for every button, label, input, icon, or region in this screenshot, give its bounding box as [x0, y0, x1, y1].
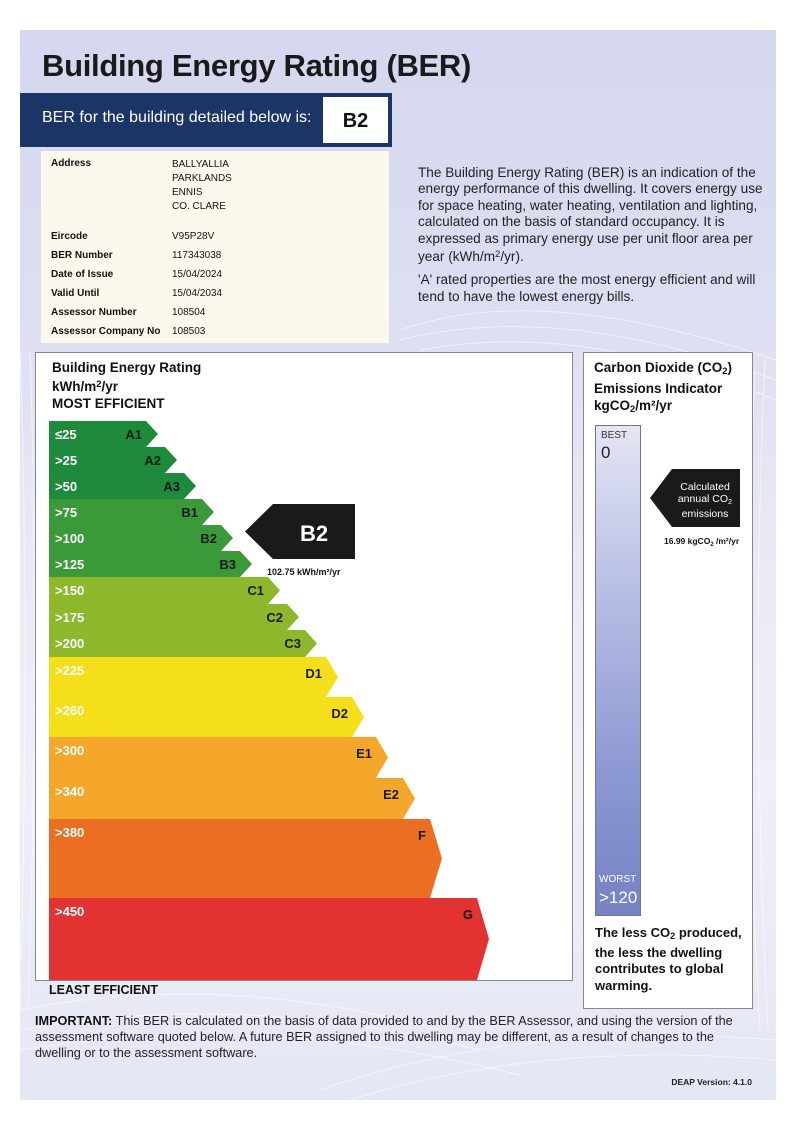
co2-value-text: 16.99 kgCO: [664, 536, 711, 546]
rating-band-range: >125: [55, 556, 85, 572]
rating-band-b1: [49, 499, 214, 525]
rating-band-grade: A3: [163, 478, 180, 494]
current-rating-grade: B2: [299, 521, 329, 546]
co2-unit-line: [594, 397, 732, 418]
co2-panel-title: [594, 359, 732, 418]
rating-band-shape: [49, 604, 299, 630]
rating-band-range: >260: [55, 703, 85, 718]
important-text: This BER is calculated on the basis of data provided to and by the BER Assessor, and using the version of the assessment software quoted below. A future BER assigned to this dwelling may be different, as a result of changes to the dwelling or to the assessment software.: [35, 1014, 733, 1060]
rating-band-shape: [49, 737, 388, 778]
rating-band-shape: [49, 819, 442, 898]
certificate-page: [20, 30, 776, 1100]
rating-band-grade: C1: [247, 583, 264, 598]
rating-band-fill: [49, 898, 489, 980]
rating-band-fill: [49, 737, 388, 778]
rating-band-d1: [49, 657, 338, 697]
rating-band-range: >150: [55, 583, 85, 598]
co2-unit-text: kgCO: [594, 398, 631, 413]
page-title: Building Energy Rating (BER): [42, 48, 472, 83]
rating-band-grade: D2: [331, 706, 348, 721]
description-text-end: /yr).: [500, 249, 524, 265]
rating-title-line: Building Energy Rating: [52, 360, 202, 375]
co2-best-label: BEST: [601, 430, 628, 441]
rating-band-grade: G: [462, 907, 473, 922]
rating-band-grade: E1: [356, 746, 372, 761]
rating-bands: [36, 353, 574, 982]
detail-label: Assessor Number: [51, 307, 137, 318]
rating-band-grade: A2: [144, 452, 161, 468]
detail-label: Valid Until: [51, 288, 100, 299]
co2-note-text: The less CO: [595, 925, 671, 940]
rating-band-range: >175: [55, 609, 85, 625]
rating-band-range: >75: [55, 504, 78, 520]
co2-worst-value: >120: [599, 888, 638, 907]
rating-unit-text-end: /yr: [101, 379, 119, 394]
rating-band-range: >380: [55, 825, 85, 840]
rating-band-grade: B1: [181, 504, 198, 520]
co2-value-sub: 2: [710, 542, 714, 548]
rating-band-grade: D1: [305, 666, 322, 681]
address-value: [172, 158, 372, 214]
co2-emissions-panel: [583, 352, 753, 1009]
rating-band-e1: [49, 737, 388, 778]
building-details-panel: [41, 151, 389, 343]
detail-label: Assessor Company No: [51, 326, 161, 337]
co2-title-text-end: ): [727, 360, 733, 375]
detail-label: Date of Issue: [51, 269, 114, 280]
co2-emissions-value: [664, 536, 739, 548]
rating-band-a1: [49, 421, 158, 447]
ber-banner: [20, 93, 392, 147]
rating-band-b2: [49, 525, 233, 551]
ber-description: [418, 165, 763, 312]
rating-band-shape: [49, 630, 317, 657]
co2-unit-text-end: /m²/yr: [635, 398, 673, 413]
rating-band-fill: [49, 819, 442, 898]
rating-band-fill: [49, 778, 415, 819]
rating-band-range: >450: [55, 904, 85, 919]
co2-unit-sub: 2: [630, 404, 636, 415]
co2-title-sub: 2: [722, 366, 728, 377]
rating-band-a2: [49, 447, 177, 473]
description-paragraph-2: 'A' rated properties are the most energy efficient and will tend to have the lowest energy bills.: [418, 272, 756, 304]
rating-unit-text: kWh/m: [52, 379, 97, 394]
co2-title-line-2: Emissions Indicator: [594, 381, 723, 396]
rating-band-range: >50: [55, 478, 78, 494]
energy-rating-panel: [35, 352, 573, 997]
co2-arrow-sub: 2: [728, 497, 733, 506]
rating-band-c2: [49, 604, 299, 630]
co2-title-text: Carbon Dioxide (CO: [594, 360, 723, 375]
co2-scale-bar: [595, 425, 641, 916]
rating-band-c1: [49, 577, 280, 604]
current-rating-value: 102.75 kWh/m²/yr: [267, 567, 341, 577]
rating-band-grade: B2: [200, 530, 217, 546]
rating-band-grade: F: [418, 828, 426, 843]
detail-value: V95P28V: [172, 231, 215, 242]
co2-arrow-label: [670, 481, 740, 520]
co2-arrow-line-3: emissions: [681, 508, 729, 520]
address-line: PARKLANDS: [172, 173, 232, 184]
co2-worst-label: WORST: [599, 874, 637, 885]
deap-version: DEAP Version: 4.1.0: [671, 1077, 752, 1087]
co2-title-line: [594, 359, 732, 380]
detail-value: 117343038: [172, 250, 222, 261]
rating-band-fill: [49, 657, 338, 697]
rating-band-range: >225: [55, 663, 85, 678]
rating-band-g: [49, 898, 489, 980]
rating-band-grade: C3: [284, 636, 301, 651]
detail-value: 15/04/2034: [172, 288, 223, 299]
address-line: BALLYALLIA: [172, 159, 229, 170]
co2-arrow-text: annual CO: [677, 493, 729, 505]
rating-band-range: ≤25: [55, 426, 77, 442]
ber-banner-label: BER for the building detailed below is:: [42, 109, 312, 126]
detail-value: 15/04/2024: [172, 269, 223, 280]
address-label: Address: [51, 158, 92, 169]
important-label: IMPORTANT:: [35, 1014, 113, 1028]
rating-band-grade: B3: [219, 556, 236, 572]
rating-band-grade: A1: [125, 426, 142, 442]
rating-band-range: >100: [55, 530, 85, 546]
rating-band-shape: [49, 697, 364, 737]
rating-band-fill: [49, 697, 364, 737]
least-efficient-label: LEAST EFFICIENT: [49, 983, 159, 997]
ber-grade-box: B2: [322, 96, 389, 144]
rating-band-e2: [49, 778, 415, 819]
co2-arrow-line-2: [670, 493, 740, 508]
rating-band-fill: [49, 604, 299, 630]
rating-band-grade: C2: [266, 609, 283, 625]
description-paragraph-1: [418, 165, 763, 265]
address-line: CO. CLARE: [172, 201, 226, 212]
rating-band-range: >340: [55, 784, 85, 799]
rating-band-b3: [49, 551, 252, 577]
co2-note-sub: 2: [670, 931, 676, 941]
detail-label: Eircode: [51, 231, 88, 242]
rating-band-range: >25: [55, 452, 78, 468]
rating-band-grade: E2: [383, 787, 399, 802]
description-text: The Building Energy Rating (BER) is an indication of the energy performance of this dwelling. It covers energy use for space heating, water heating, ventilation and lighting, calculated on the basis of standard occupancy. It is expressed as primary energy use per unit floor area per year (kWh/m: [418, 165, 763, 265]
rating-band-range: >200: [55, 636, 85, 651]
most-efficient-label: MOST EFFICIENT: [52, 396, 165, 411]
rating-band-range: >300: [55, 743, 85, 758]
rating-band-d2: [49, 697, 364, 737]
co2-best-value: 0: [601, 443, 611, 462]
detail-value: 108504: [172, 307, 206, 318]
rating-band-f: [49, 819, 442, 898]
detail-value: 108503: [172, 326, 206, 337]
rating-band-shape: [49, 657, 338, 697]
rating-band-shape: [49, 778, 415, 819]
important-notice: [35, 1013, 755, 1061]
rating-band-fill: [49, 630, 317, 657]
co2-note-text-end: produced, the less the dwelling contributes to global warming.: [595, 925, 742, 993]
rating-band-c3: [49, 630, 317, 657]
detail-label: BER Number: [51, 250, 113, 261]
co2-value-unit: /m²/yr: [713, 536, 740, 546]
rating-unit-sup: 2: [96, 379, 102, 390]
co2-arrow-line: Calculated: [680, 481, 730, 493]
rating-band-a3: [49, 473, 196, 499]
rating-band-shape: [49, 898, 489, 980]
description-superscript: 2: [495, 249, 501, 261]
address-line: ENNIS: [172, 187, 203, 198]
co2-note: [595, 925, 750, 994]
